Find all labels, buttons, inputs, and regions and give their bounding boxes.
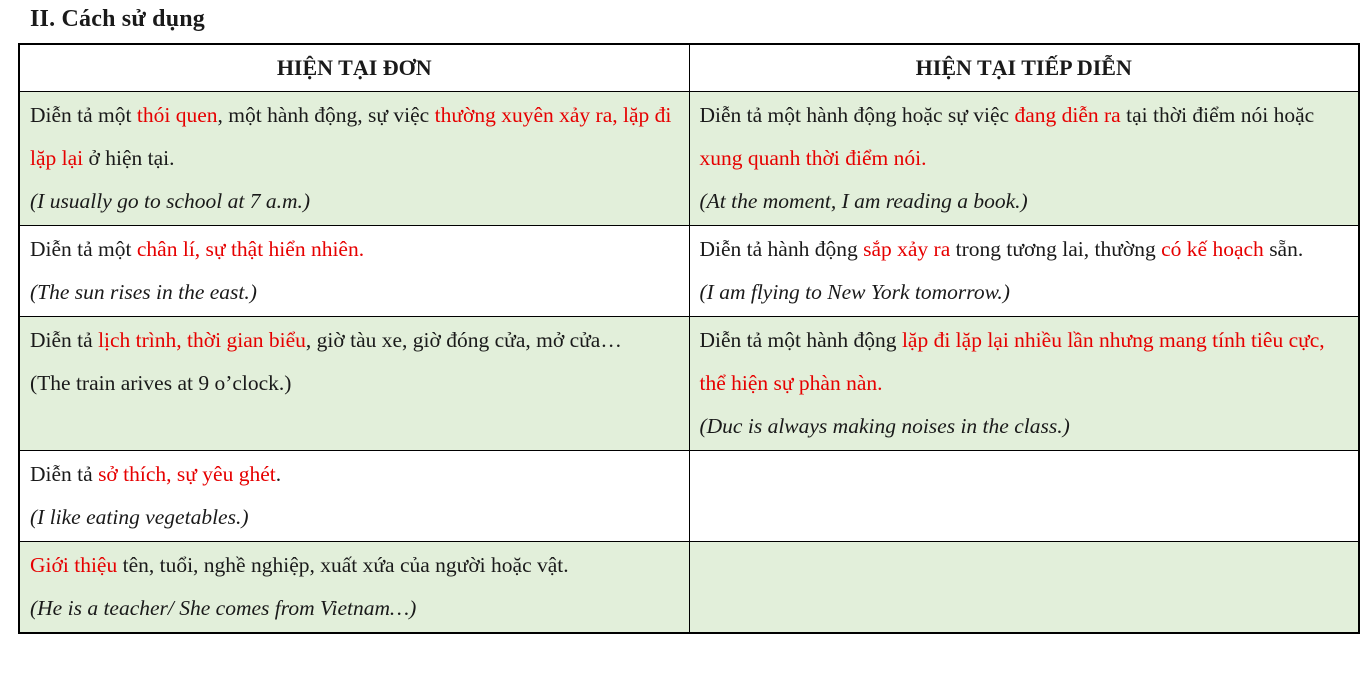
text-segment: , giờ tàu xe, giờ đóng cửa, mở cửa… <box>305 328 622 352</box>
usage-text <box>30 94 677 180</box>
text-segment: Diễn tả một <box>30 237 137 261</box>
usage-cell-right-row-4 <box>689 451 1359 542</box>
usage-cell-right-row-5 <box>689 542 1359 634</box>
usage-table <box>18 43 1360 634</box>
highlighted-phrase: thường xuyên xảy ra, lặp đi lặp lại <box>30 103 672 170</box>
usage-text <box>700 228 1347 271</box>
highlighted-phrase: thói quen <box>136 103 218 127</box>
highlighted-phrase: xung quanh thời điểm nói. <box>699 146 927 170</box>
usage-cell-left-row-5 <box>19 542 689 634</box>
table-row <box>19 226 1359 317</box>
table-row <box>19 451 1359 542</box>
text-segment: trong tương lai, thường <box>950 237 1162 261</box>
highlighted-phrase: đang diễn ra <box>1014 103 1121 127</box>
usage-text <box>700 94 1347 180</box>
text-segment: Diễn tả <box>30 328 99 352</box>
text-segment: tại thời điểm nói hoặc <box>1120 103 1315 127</box>
usage-table-body <box>19 92 1359 634</box>
text-segment: Diễn tả hành động <box>699 237 864 261</box>
usage-text <box>30 453 677 496</box>
usage-cell-right-row-2 <box>689 226 1359 317</box>
example-sentence: (I am flying to New York tomorrow.) <box>699 280 1010 304</box>
usage-cell-left-row-4 <box>19 451 689 542</box>
usage-text <box>30 319 677 362</box>
text-segment: , một hành động, sự việc <box>217 103 435 127</box>
example-sentence: (The sun rises in the east.) <box>30 280 257 304</box>
column-header-present-continuous: HIỆN TẠI TIẾP DIỄN <box>689 44 1359 92</box>
example-sentence: (I like eating vegetables.) <box>30 505 249 529</box>
text-segment: . <box>275 462 282 486</box>
highlighted-phrase: lịch trình, thời gian biểu <box>98 328 306 352</box>
highlighted-phrase: sắp xảy ra <box>863 237 951 261</box>
header-row <box>19 44 1359 92</box>
usage-cell-right-row-1 <box>689 92 1359 226</box>
text-segment: Diễn tả một hành động hoặc sự việc <box>699 103 1015 127</box>
highlighted-phrase: có kế hoạch <box>1161 237 1264 261</box>
text-segment: ở hiện tại. <box>83 146 175 170</box>
highlighted-phrase: Giới thiệu <box>30 553 118 577</box>
text-segment: Diễn tả một hành động <box>699 328 902 352</box>
usage-table-header <box>19 44 1359 92</box>
example-sentence: (The train arives at 9 o’clock.) <box>30 371 292 395</box>
table-row <box>19 317 1359 451</box>
example-sentence: (I usually go to school at 7 a.m.) <box>30 189 311 213</box>
example-sentence: (He is a teacher/ She comes from Vietnam…) <box>30 596 417 620</box>
text-segment: tên, tuổi, nghề nghiệp, xuất xứa của người hoặc vật. <box>117 553 569 577</box>
usage-cell-left-row-1 <box>19 92 689 226</box>
highlighted-phrase: sở thích, sự yêu ghét <box>98 462 276 486</box>
text-segment: sẵn. <box>1263 237 1304 261</box>
usage-text <box>30 228 677 271</box>
table-row <box>19 92 1359 226</box>
highlighted-phrase: chân lí, sự thật hiển nhiên. <box>136 237 365 261</box>
text-segment: Diễn tả <box>30 462 99 486</box>
example-sentence: (Duc is always making noises in the class.) <box>699 414 1070 438</box>
usage-cell-left-row-2 <box>19 226 689 317</box>
column-header-present-simple: HIỆN TẠI ĐƠN <box>19 44 689 92</box>
usage-text <box>30 544 677 587</box>
page-title: II. Cách sử dụng <box>30 6 205 32</box>
usage-text <box>700 319 1347 405</box>
usage-cell-right-row-3 <box>689 317 1359 451</box>
highlighted-phrase: lặp đi lặp lại nhiều lần nhưng mang tính tiêu cực, thể hiện sự phàn nàn. <box>699 328 1325 395</box>
example-sentence: (At the moment, I am reading a book.) <box>699 189 1028 213</box>
text-segment: Diễn tả một <box>30 103 137 127</box>
usage-cell-left-row-3 <box>19 317 689 451</box>
table-row <box>19 542 1359 634</box>
